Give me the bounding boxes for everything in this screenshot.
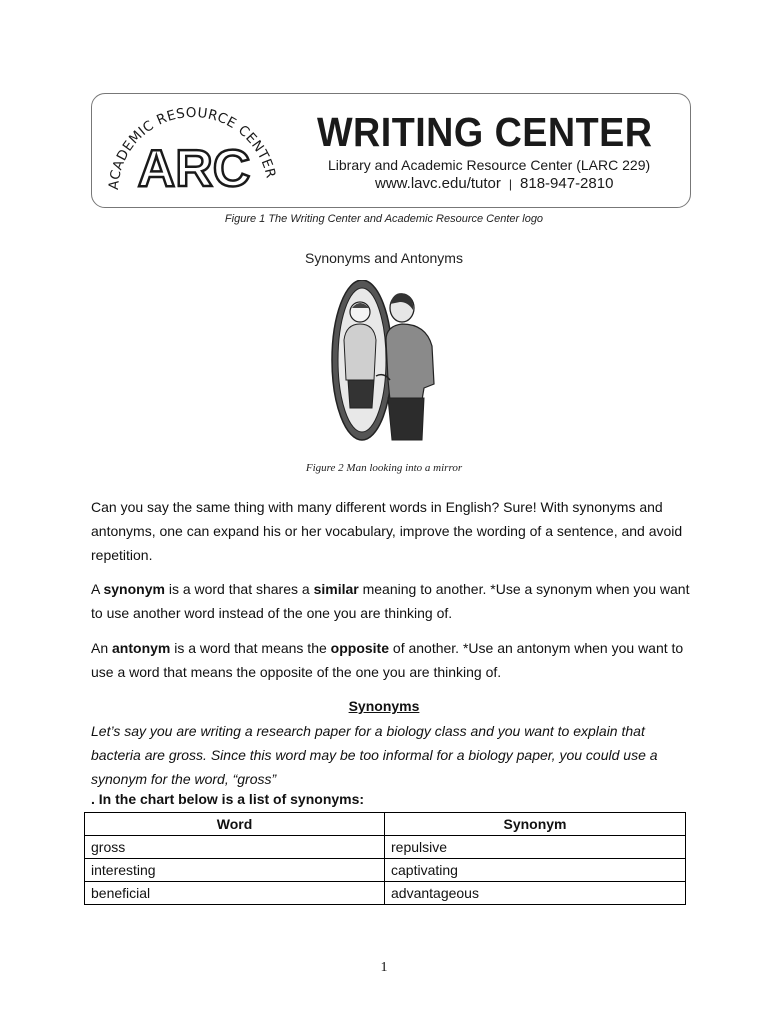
man-mirror-illustration [328, 280, 440, 448]
table-cell-word: gross [85, 836, 385, 859]
arc-arc-text: ACADEMIC RESOURCE CENTER [105, 104, 279, 191]
table-cell-word: beneficial [85, 882, 385, 905]
chart-intro [91, 791, 364, 807]
antonym-definition-paragraph [91, 636, 691, 684]
chart-intro-text: In the chart below is a list of synonyms: [98, 791, 365, 807]
writing-center-phone: 818-947-2810 [520, 175, 614, 192]
writing-center-subtitle: Library and Academic Resource Center (LARC 229) [328, 157, 651, 173]
figure-1-caption: Figure 1 The Writing Center and Academic Resource Center logo [224, 213, 544, 225]
arc-logo [100, 100, 285, 202]
synonym-term: synonym [103, 581, 165, 597]
table-header-word: Word [85, 813, 385, 836]
table-row [85, 836, 686, 859]
table-cell-synonym: advantageous [385, 882, 686, 905]
synonym-definition-paragraph [91, 577, 691, 625]
figure-2-caption: Figure 2 Man looking into a mirror [305, 462, 463, 474]
writing-center-url: www.lavc.edu/tutor [375, 175, 501, 192]
synonym-def-text-a: A [91, 581, 104, 597]
contact-separator: | [508, 177, 513, 191]
table-header-synonym: Synonym [385, 813, 686, 836]
synonyms-heading: Synonyms [348, 698, 420, 714]
writing-center-title: WRITING CENTER [317, 109, 653, 155]
synonyms-intro-paragraph: Let’s say you are writing a research paper for a biology class and you want to explain that bacteria are gross. Since this word may be too informal for a biology paper, you could use a synonym for the word, “gross” [91, 723, 658, 787]
antonym-def-text-c: of another. *Use an antonym when you want to use a word that means the opposite of the one you are thinking of. [91, 640, 684, 680]
intro-paragraph: Can you say the same thing with many different words in English? Sure! With synonyms and antonyms, one can expand his or her vocabulary, improve the wording of a sentence, and avoid repetition. [91, 499, 683, 563]
table-cell-word: interesting [85, 859, 385, 882]
table-cell-synonym: captivating [385, 859, 686, 882]
table-header-row [85, 813, 686, 836]
table-row [85, 859, 686, 882]
table-row [85, 882, 686, 905]
synonyms-table [84, 812, 686, 905]
similar-keyword: similar [313, 581, 359, 597]
arc-letters: ARC [137, 140, 251, 198]
writing-center-contact [375, 175, 613, 192]
synonym-def-text-c: meaning to another. *Use a synonym when you want to use another word instead of the one you are thinking of. [91, 581, 690, 621]
opposite-keyword: opposite [330, 640, 390, 656]
antonym-term: antonym [112, 640, 171, 656]
chart-intro-prefix: . [91, 791, 99, 807]
synonym-def-text-b: is a word that shares a [164, 581, 314, 597]
document-title: Synonyms and Antonyms [305, 250, 463, 266]
antonym-def-text-b: is a word that means the [170, 640, 331, 656]
page-number: 1 [380, 960, 388, 975]
table-cell-synonym: repulsive [385, 836, 686, 859]
antonym-def-text-a: An [91, 640, 113, 656]
